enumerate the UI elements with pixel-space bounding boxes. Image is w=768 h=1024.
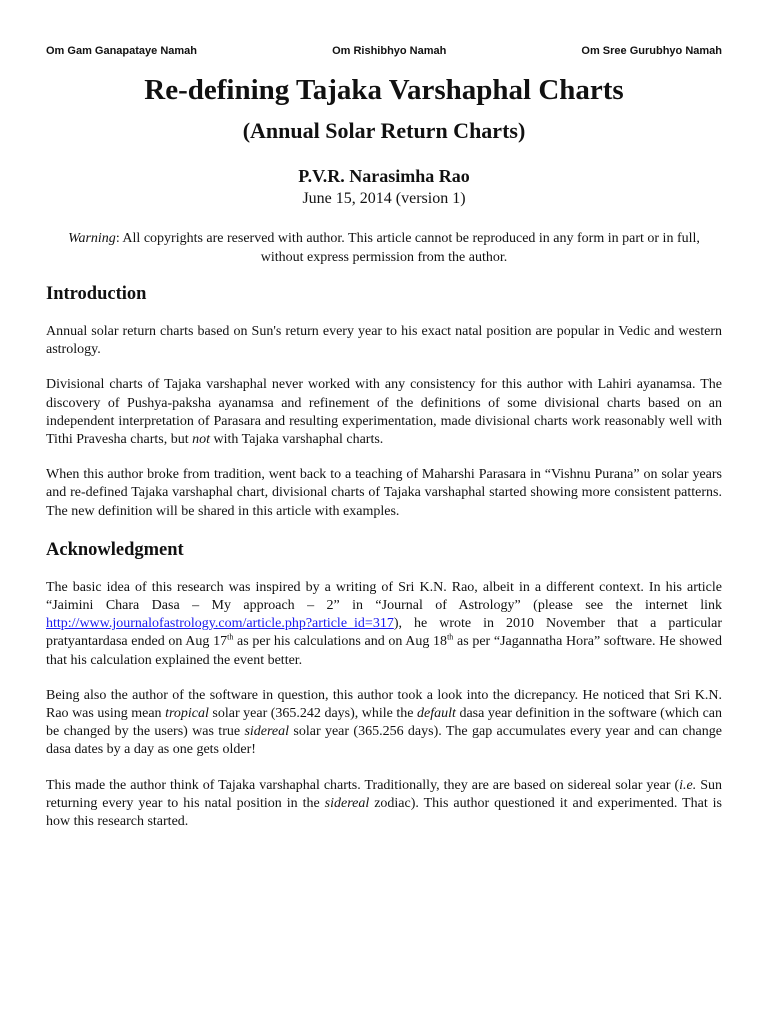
intro-p2-text-a: Divisional charts of Tajaka varshaphal never worked with any consistency for this author with Lahiri ayanamsa. The discovery of Pushya-paksha ayanamsa and refinement of the definitions of some divisional charts based on an independent interpretation of Parasara and resulting experimentation, made divisional charts work reasonably well with Tithi Pravesha charts, but — [46, 377, 722, 448]
copyright-warning — [46, 229, 722, 267]
ack-paragraph-3 — [46, 777, 722, 832]
warning-text: : All copyrights are reserved with author. This article cannot be reproduced in any form in part or in full, without express permission from the author. — [115, 231, 700, 265]
ack-p3-text-a: This made the author think of Tajaka varshaphal charts. Traditionally, they are are based on sidereal solar year ( — [46, 777, 680, 793]
document-title: Re-defining Tajaka Varshaphal Charts — [144, 74, 624, 106]
intro-p2-text-b: with Tajaka varshaphal charts. — [209, 432, 384, 448]
intro-p2-emphasis: not — [192, 432, 210, 448]
intro-paragraph-1: Annual solar return charts based on Sun's return every year to his exact natal position are popular in Vedic and western astrology. — [46, 324, 722, 358]
ack-p1-text-b: ), he wrote in 2010 November that a particular pratyantardasa ended on Aug 17 — [46, 616, 722, 650]
invocation-header — [46, 45, 722, 57]
ack-p2-text-a: Being also the author of the software in question, this author took a look into the dicrepancy. He noticed that Sri K.N. Rao was using mean — [46, 687, 722, 722]
ack-p1-text-c: as per his calculations and on Aug 18 — [233, 634, 448, 650]
ack-p1-text-d: as per “Jagannatha Hora” software. He showed that his calculation explained the event better. — [46, 634, 722, 668]
ack-p2-text-d: solar year (365.256 days). The gap accumulates every year and can change dasa dates by a day as one gets older! — [46, 724, 722, 758]
ack-p3-emphasis-ie: i.e. — [679, 777, 697, 793]
ack-p1-text-a: The basic idea of this research was inspired by a writing of Sri K.N. Rao, albeit in a different context. In his article “Jaimini Chara Dasa – My approach – 2” in “Journal of Astrology” (please see the internet link — [46, 579, 722, 614]
ack-p3-emphasis-sidereal: sidereal — [324, 795, 370, 811]
intro-paragraph-3: When this author broke from tradition, went back to a teaching of Maharshi Parasara in “Vishnu Purana” on solar years and re-defined Tajaka varshaphal chart, divisional charts of Tajaka varshaphal started showing more consistent patterns. The new definition will be shared in this article with examples. — [46, 467, 722, 519]
ack-p3-text-c: zodiac). This author questioned it and experimented. That is how this research started. — [46, 795, 722, 830]
introduction-heading: Introduction — [46, 284, 147, 304]
ack-p2-text-c: dasa year definition in the software (which can be changed by the users) was true — [46, 706, 723, 740]
ordinal-suffix-1: th — [227, 632, 234, 642]
ack-paragraph-1 — [46, 579, 722, 670]
ack-paragraph-2 — [46, 687, 722, 760]
warning-label: Warning — [68, 231, 116, 246]
header-left: Om Gam Ganapataye Namah — [46, 45, 198, 57]
header-right: Om Sree Gurubhyo Namah — [581, 45, 722, 57]
header-center: Om Rishibhyo Namah — [332, 45, 447, 57]
article-body — [46, 282, 722, 848]
ordinal-suffix-2: th — [447, 632, 454, 642]
ack-p3-text-b: Sun returning every year to his natal position in the — [46, 777, 722, 811]
ack-p2-emphasis-default: default — [417, 706, 456, 722]
document-subtitle: (Annual Solar Return Charts) — [242, 118, 526, 143]
acknowledgment-heading: Acknowledgment — [46, 539, 184, 560]
ack-p2-text-b: solar year (365.242 days), while the — [208, 706, 418, 722]
publication-date: June 15, 2014 (version 1) — [302, 190, 466, 207]
ack-p2-emphasis-tropical: tropical — [165, 706, 209, 722]
ack-p2-emphasis-sidereal: sidereal — [244, 724, 290, 740]
author-name: P.V.R. Narasimha Rao — [298, 166, 470, 186]
intro-paragraph-2 — [46, 376, 722, 449]
journal-article-link[interactable]: http://www.journalofastrology.com/article.php?article_id=317 — [46, 616, 394, 632]
